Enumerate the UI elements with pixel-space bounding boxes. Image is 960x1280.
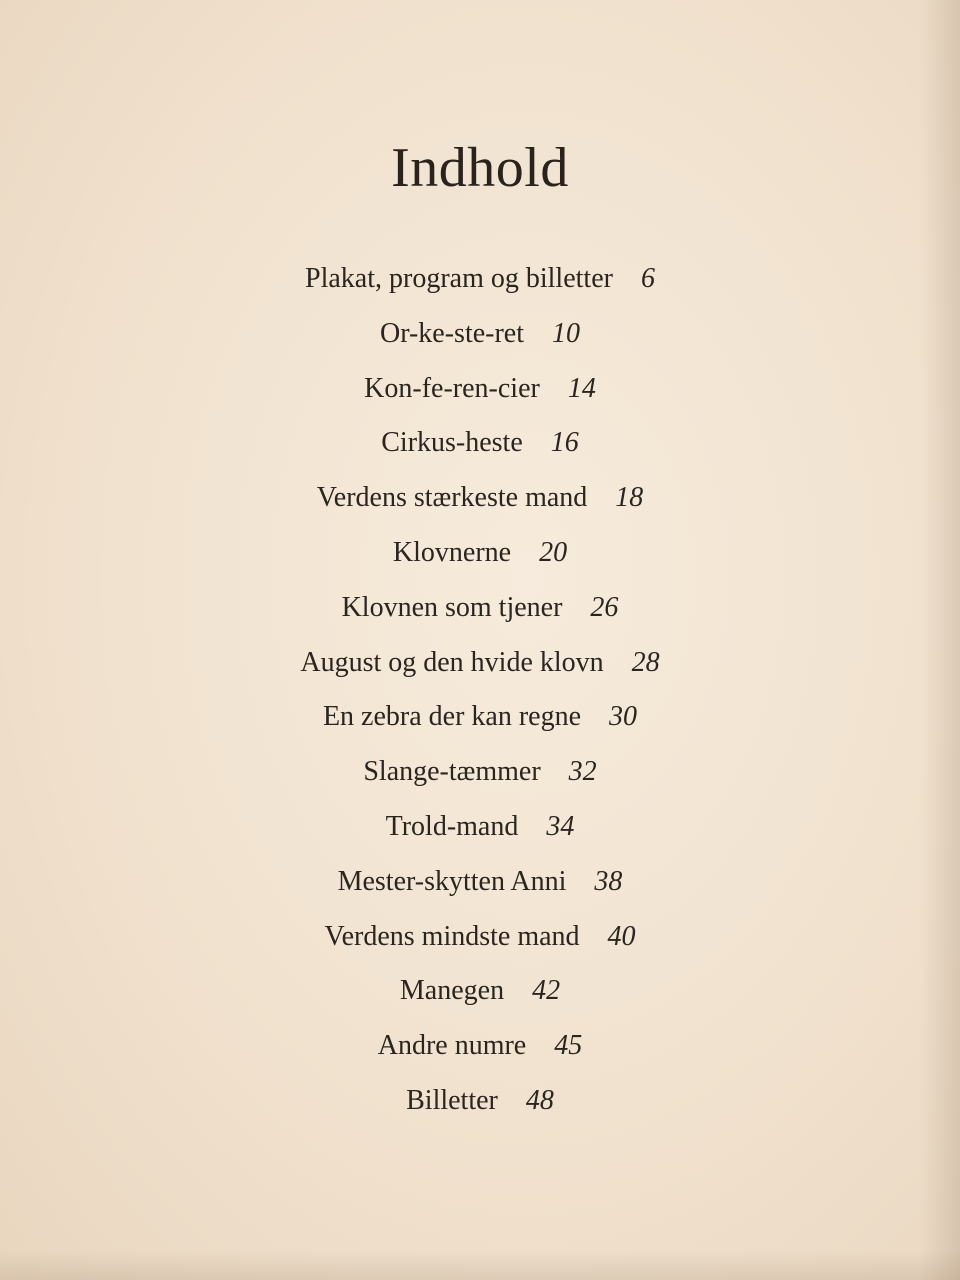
toc-entry: [0, 964, 960, 1019]
toc-entry: [0, 416, 960, 471]
toc-entry-title: Billetter: [406, 1084, 498, 1116]
toc-entry: [0, 471, 960, 526]
page-title: Indhold: [391, 137, 569, 199]
toc-entry: [0, 1019, 960, 1074]
toc-entry: [0, 690, 960, 745]
toc-entry-page: 28: [631, 646, 660, 678]
toc-entry-page: 6: [640, 263, 655, 294]
toc-entry-title: Kon-fe-ren-cier: [364, 372, 540, 404]
toc-entry-title: Verdens mindste mand: [324, 920, 580, 952]
toc-entry-page: 34: [546, 810, 575, 842]
toc-entry: [0, 636, 960, 691]
toc-entry: [0, 307, 960, 362]
toc-entry: [0, 800, 960, 855]
toc-entry-title: Cirkus-heste: [381, 427, 523, 459]
toc-entry-page: 10: [552, 317, 581, 349]
toc-entry-page: 48: [525, 1084, 554, 1116]
toc-entry-title: Mester-skytten Anni: [337, 865, 567, 897]
toc-entry-title: August og den hvide klovn: [300, 646, 604, 678]
toc-entry: [0, 910, 960, 965]
toc-entry-title: Manegen: [399, 975, 505, 1007]
toc-entry: [0, 1074, 960, 1129]
toc-entry-title: Klovnen som tjener: [341, 591, 563, 623]
toc-entry: [0, 526, 960, 581]
toc-entry-page: 30: [609, 701, 638, 733]
toc-entry: [0, 581, 960, 636]
toc-entry-title: En zebra der kan regne: [322, 701, 582, 733]
toc-entry-title: Trold-mand: [385, 810, 519, 842]
toc-entry: [0, 252, 960, 307]
toc-entry-page: 20: [539, 536, 568, 568]
page-edge-shadow: [920, 0, 960, 1280]
toc-entry: [0, 855, 960, 910]
toc-entry-page: 38: [594, 865, 623, 897]
toc-entry: [0, 745, 960, 800]
page-bottom-shadow: [0, 1250, 960, 1280]
toc-entry-title: Slange-tæmmer: [363, 756, 541, 788]
toc-entry-page: 26: [590, 591, 619, 623]
toc-entry-page: 42: [532, 975, 561, 1007]
toc-entry-page: 14: [567, 372, 596, 404]
toc-entry-title: Verdens stærkeste mand: [316, 482, 588, 514]
toc-entry-title: Plakat, program og billetter: [305, 263, 613, 294]
toc-entry-page: 18: [615, 482, 644, 514]
toc-entry-page: 40: [607, 920, 636, 952]
toc-entry-title: Andre numre: [377, 1030, 527, 1062]
toc-entry-page: 16: [550, 427, 579, 459]
toc-entry-page: 32: [568, 756, 597, 788]
toc-entry-title: Klovnerne: [392, 536, 512, 568]
toc-entry: [0, 362, 960, 417]
table-of-contents: [0, 252, 960, 1129]
toc-entry-page: 45: [554, 1030, 583, 1062]
toc-entry-title: Or-ke-ste-ret: [379, 317, 525, 349]
